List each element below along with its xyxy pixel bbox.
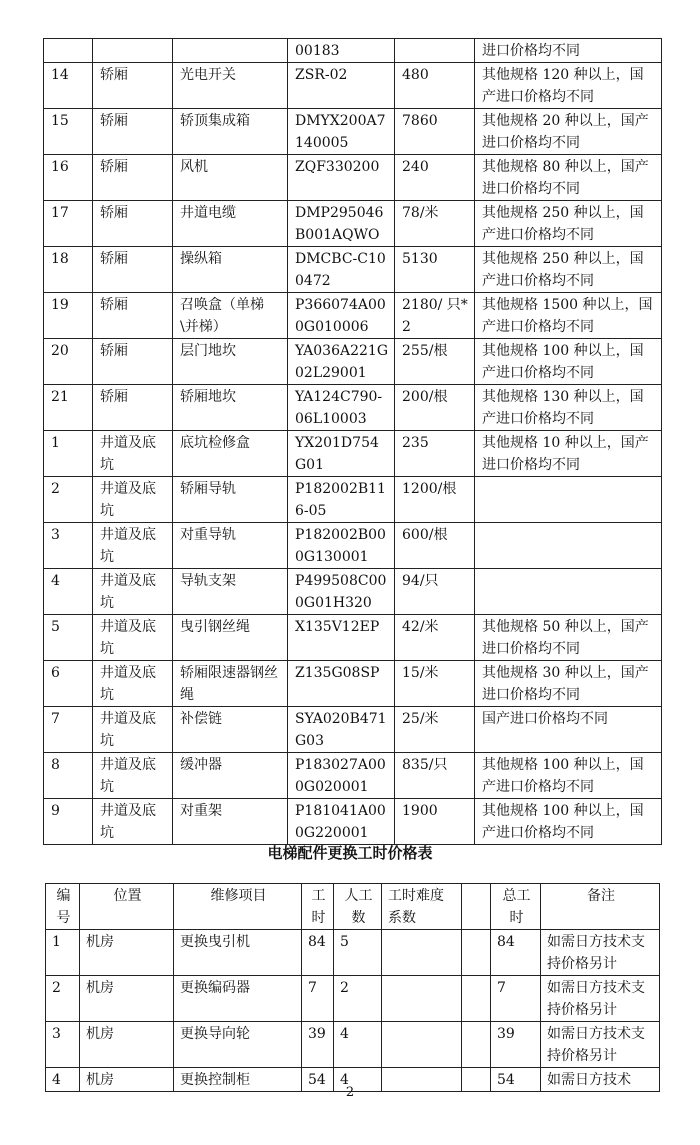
table-row	[44, 753, 662, 799]
part-name: 轿顶集成箱	[173, 109, 288, 155]
part-note: 其他规格 250 种以上，国产进口价格均不同	[475, 247, 662, 293]
part-name: 对重导轨	[173, 523, 288, 569]
item-number: 17	[44, 201, 93, 247]
part-note	[475, 569, 662, 615]
labor-total: 84	[491, 930, 541, 976]
labor-header-row	[46, 884, 660, 930]
header-item: 维修项目	[174, 884, 302, 930]
item-number: 3	[44, 523, 93, 569]
item-number: 7	[44, 707, 93, 753]
labor-workers: 5	[334, 930, 382, 976]
part-note: 其他规格 100 种以上，国产进口价格均不同	[475, 753, 662, 799]
table-row	[44, 155, 662, 201]
header-total: 总工时	[491, 884, 541, 930]
header-hours: 工时	[302, 884, 334, 930]
part-model: DMYX200A7140005	[288, 109, 395, 155]
labor-location: 机房	[80, 930, 174, 976]
table-row	[44, 799, 662, 845]
part-name: 光电开关	[173, 63, 288, 109]
part-price: 240	[395, 155, 475, 201]
item-number: 16	[44, 155, 93, 201]
labor-number: 4	[46, 1068, 80, 1092]
part-name: 风机	[173, 155, 288, 201]
part-price: 480	[395, 63, 475, 109]
part-name: 召唤盒（单梯\并梯）	[173, 293, 288, 339]
item-number: 8	[44, 753, 93, 799]
part-model: P182002B000G130001	[288, 523, 395, 569]
labor-number: 2	[46, 976, 80, 1022]
header-blank	[462, 884, 491, 930]
labor-note: 如需日方技术支持价格另计	[541, 1022, 660, 1068]
part-price: 1900	[395, 799, 475, 845]
item-number: 1	[44, 431, 93, 477]
page-number: 2	[345, 1085, 355, 1100]
item-category: 轿厢	[93, 109, 173, 155]
item-category: 井道及底坑	[93, 661, 173, 707]
labor-location: 机房	[80, 1068, 174, 1092]
part-name: 层门地坎	[173, 339, 288, 385]
part-note: 其他规格 20 种以上，国产进口价格均不同	[475, 109, 662, 155]
part-note: 其他规格 80 种以上，国产进口价格均不同	[475, 155, 662, 201]
part-name	[173, 39, 288, 63]
table-row	[46, 930, 660, 976]
labor-difficulty	[382, 1022, 462, 1068]
table-row	[44, 477, 662, 523]
labor-total: 39	[491, 1022, 541, 1068]
part-model: P183027A000G020001	[288, 753, 395, 799]
part-model: 00183	[288, 39, 395, 63]
part-model: DMP295046B001AQWO	[288, 201, 395, 247]
item-number	[44, 39, 93, 63]
table-row	[44, 569, 662, 615]
item-category: 井道及底坑	[93, 615, 173, 661]
part-model: X135V12EP	[288, 615, 395, 661]
table-row	[44, 523, 662, 569]
labor-difficulty	[382, 976, 462, 1022]
item-number: 5	[44, 615, 93, 661]
labor-note: 如需日方技术	[541, 1068, 660, 1092]
item-category: 轿厢	[93, 63, 173, 109]
labor-item: 更换导向轮	[174, 1022, 302, 1068]
header-no: 编号	[46, 884, 80, 930]
part-price: 1200/根	[395, 477, 475, 523]
item-number: 18	[44, 247, 93, 293]
item-category: 轿厢	[93, 339, 173, 385]
part-price: 42/米	[395, 615, 475, 661]
part-name: 底坑检修盒	[173, 431, 288, 477]
item-category: 轿厢	[93, 293, 173, 339]
part-price: 5130	[395, 247, 475, 293]
part-model: Z135G08SP	[288, 661, 395, 707]
labor-blank	[462, 976, 491, 1022]
part-price: 600/根	[395, 523, 475, 569]
item-number: 15	[44, 109, 93, 155]
part-name: 轿厢限速器钢丝绳	[173, 661, 288, 707]
part-model: DMCBC-C100472	[288, 247, 395, 293]
table-row	[44, 431, 662, 477]
item-category: 井道及底坑	[93, 753, 173, 799]
labor-item: 更换曳引机	[174, 930, 302, 976]
labor-workers: 4	[334, 1022, 382, 1068]
table-row	[46, 1022, 660, 1068]
part-note: 其他规格 130 种以上，国产进口价格均不同	[475, 385, 662, 431]
parts-price-table	[43, 38, 662, 845]
part-name: 轿厢导轨	[173, 477, 288, 523]
item-number: 20	[44, 339, 93, 385]
part-note: 国产进口价格均不同	[475, 707, 662, 753]
part-price: 7860	[395, 109, 475, 155]
part-model: P181041A000G220001	[288, 799, 395, 845]
table-row	[44, 109, 662, 155]
labor-price-table	[45, 883, 660, 1092]
table-row	[46, 976, 660, 1022]
labor-hours: 7	[302, 976, 334, 1022]
item-category	[93, 39, 173, 63]
header-note: 备注	[541, 884, 660, 930]
header-difficulty: 工时难度系数	[382, 884, 462, 930]
part-price	[395, 39, 475, 63]
labor-hours: 39	[302, 1022, 334, 1068]
table-row	[44, 707, 662, 753]
table-row	[44, 201, 662, 247]
part-model: ZQF330200	[288, 155, 395, 201]
labor-location: 机房	[80, 976, 174, 1022]
item-category: 轿厢	[93, 247, 173, 293]
part-model: P182002B116-05	[288, 477, 395, 523]
part-note: 其他规格 120 种以上，国产进口价格均不同	[475, 63, 662, 109]
part-note	[475, 477, 662, 523]
part-model: ZSR-02	[288, 63, 395, 109]
item-number: 4	[44, 569, 93, 615]
table-row	[44, 39, 662, 63]
part-name: 导轨支架	[173, 569, 288, 615]
part-model: YX201D754G01	[288, 431, 395, 477]
table-row	[44, 63, 662, 109]
part-name: 补偿链	[173, 707, 288, 753]
part-price: 235	[395, 431, 475, 477]
part-model: YA124C790-06L10003	[288, 385, 395, 431]
labor-difficulty	[382, 930, 462, 976]
item-category: 井道及底坑	[93, 799, 173, 845]
part-price: 835/只	[395, 753, 475, 799]
item-number: 19	[44, 293, 93, 339]
item-category: 井道及底坑	[93, 431, 173, 477]
labor-total: 54	[491, 1068, 541, 1092]
part-model: SYA020B471G03	[288, 707, 395, 753]
item-category: 井道及底坑	[93, 477, 173, 523]
labor-item: 更换编码器	[174, 976, 302, 1022]
part-price: 25/米	[395, 707, 475, 753]
labor-hours: 54	[302, 1068, 334, 1092]
labor-workers: 2	[334, 976, 382, 1022]
part-note: 其他规格 30 种以上，国产进口价格均不同	[475, 661, 662, 707]
item-category: 井道及底坑	[93, 569, 173, 615]
part-model: P366074A000G010006	[288, 293, 395, 339]
table-row	[44, 661, 662, 707]
table-row	[44, 615, 662, 661]
part-note: 其他规格 50 种以上，国产进口价格均不同	[475, 615, 662, 661]
part-price: 94/只	[395, 569, 475, 615]
item-category: 井道及底坑	[93, 707, 173, 753]
labor-number: 3	[46, 1022, 80, 1068]
part-note: 其他规格 100 种以上，国产进口价格均不同	[475, 799, 662, 845]
part-name: 轿厢地坎	[173, 385, 288, 431]
part-price: 255/根	[395, 339, 475, 385]
labor-workers: 4	[334, 1068, 382, 1092]
item-number: 14	[44, 63, 93, 109]
item-number: 6	[44, 661, 93, 707]
header-location: 位置	[80, 884, 174, 930]
labor-hours: 84	[302, 930, 334, 976]
part-note: 进口价格均不同	[475, 39, 662, 63]
part-note: 其他规格 250 种以上，国产进口价格均不同	[475, 201, 662, 247]
table-row	[44, 385, 662, 431]
labor-note: 如需日方技术支持价格另计	[541, 976, 660, 1022]
labor-blank	[462, 1022, 491, 1068]
item-number: 21	[44, 385, 93, 431]
part-price: 15/米	[395, 661, 475, 707]
labor-location: 机房	[80, 1022, 174, 1068]
part-note: 其他规格 1500 种以上，国产进口价格均不同	[475, 293, 662, 339]
item-category: 轿厢	[93, 155, 173, 201]
item-number: 9	[44, 799, 93, 845]
header-workers: 人工数	[334, 884, 382, 930]
labor-total: 7	[491, 976, 541, 1022]
labor-number: 1	[46, 930, 80, 976]
table-row	[44, 339, 662, 385]
table-row	[44, 293, 662, 339]
part-price: 78/米	[395, 201, 475, 247]
part-note: 其他规格 10 种以上，国产进口价格均不同	[475, 431, 662, 477]
part-name: 缓冲器	[173, 753, 288, 799]
part-model: P499508C000G01H320	[288, 569, 395, 615]
labor-note: 如需日方技术支持价格另计	[541, 930, 660, 976]
part-model: YA036A221G02L29001	[288, 339, 395, 385]
labor-blank	[462, 930, 491, 976]
part-price: 200/根	[395, 385, 475, 431]
item-category: 轿厢	[93, 201, 173, 247]
labor-item: 更换控制柜	[174, 1068, 302, 1092]
part-name: 对重架	[173, 799, 288, 845]
part-name: 操纵箱	[173, 247, 288, 293]
part-note	[475, 523, 662, 569]
item-number: 2	[44, 477, 93, 523]
part-name: 曳引钢丝绳	[173, 615, 288, 661]
labor-table-title: 电梯配件更换工时价格表	[267, 844, 433, 862]
part-name: 井道电缆	[173, 201, 288, 247]
item-category: 井道及底坑	[93, 523, 173, 569]
part-price: 2180/ 只*2	[395, 293, 475, 339]
item-category: 轿厢	[93, 385, 173, 431]
table-row	[44, 247, 662, 293]
part-note: 其他规格 100 种以上，国产进口价格均不同	[475, 339, 662, 385]
